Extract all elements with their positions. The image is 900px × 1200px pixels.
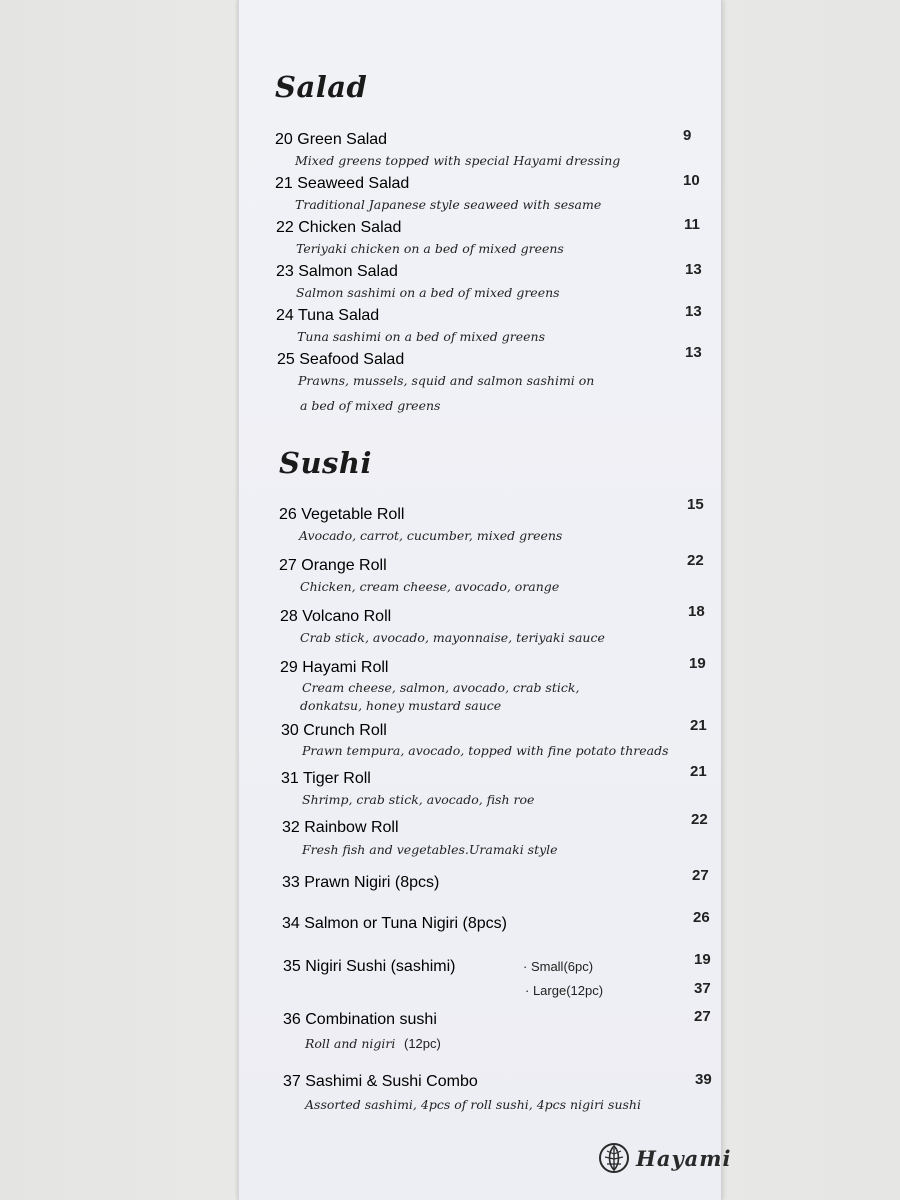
item-name: 32 Rainbow Roll [282,819,399,836]
item-name: 21 Seaweed Salad [275,175,410,192]
item-price: 13 [685,303,702,320]
item-price: 10 [683,172,700,189]
item-price: 39 [695,1071,712,1088]
hayami-logo [598,1140,731,1176]
item-price: 19 [689,655,706,672]
item-price: 11 [684,216,700,233]
item-description: Prawns, mussels, squid and salmon sashimi on [298,373,595,388]
item-name: 29 Hayami Roll [280,659,389,676]
item-name: 37 Sashimi & Sushi Combo [283,1073,478,1090]
item-piece-count: (12pc) [404,1036,441,1051]
item-price: 21 [690,763,707,780]
item-description: Tuna sashimi on a bed of mixed greens [297,329,546,344]
item-description: Shrimp, crab stick, avocado, fish roe [302,792,535,807]
item-description: Assorted sashimi, 4pcs of roll sushi, 4pcs nigiri sushi [305,1097,641,1112]
item-price: 13 [685,261,702,278]
item-price: 21 [690,717,707,734]
item-price: 15 [687,496,704,513]
item-description: Mixed greens topped with special Hayami dressing [295,153,621,168]
item-price: 19 [694,951,711,968]
item-name: 24 Tuna Salad [276,307,380,324]
item-description: Avocado, carrot, cucumber, mixed greens [299,528,563,543]
item-price-large: 37 [694,980,711,997]
item-description: Chicken, cream cheese, avocado, orange [300,579,560,594]
item-name: 33 Prawn Nigiri (8pcs) [282,874,440,891]
item-description: Teriyaki chicken on a bed of mixed greens [296,241,564,256]
item-price: 18 [688,603,705,620]
item-price: 26 [693,909,710,926]
item-description: Roll and nigiri [305,1036,396,1051]
item-price: 13 [685,344,702,361]
item-name: 34 Salmon or Tuna Nigiri (8pcs) [282,915,507,932]
sushi-heading: Sushi [279,446,372,480]
item-price: 9 [683,127,692,144]
item-description: Salmon sashimi on a bed of mixed greens [296,285,560,300]
item-price: 22 [687,552,704,569]
item-name: 28 Volcano Roll [280,608,392,625]
size-option-small: · Small(6pc) [523,959,594,974]
item-price: 27 [694,1008,711,1025]
item-description: Cream cheese, salmon, avocado, crab stick, [302,680,580,695]
leaf-emblem-icon [598,1142,630,1174]
item-description: Crab stick, avocado, mayonnaise, teriyaki sauce [300,630,605,645]
item-name: 30 Crunch Roll [281,722,387,739]
size-option-large: · Large(12pc) [525,983,604,998]
item-name: 20 Green Salad [275,131,388,148]
item-description: Traditional Japanese style seaweed with sesame [295,197,602,212]
item-name: 36 Combination sushi [283,1011,437,1028]
item-description-line2: a bed of mixed greens [300,398,441,413]
logo-text: Hayami [636,1145,732,1171]
item-description: Prawn tempura, avocado, topped with fine potato threads [302,743,669,758]
item-price: 27 [692,867,709,884]
item-name: 27 Orange Roll [279,557,387,574]
item-name: 22 Chicken Salad [276,219,402,236]
item-name: 25 Seafood Salad [277,351,405,368]
item-name: 23 Salmon Salad [276,263,398,280]
item-price: 22 [691,811,708,828]
item-name: 35 Nigiri Sushi (sashimi) [283,958,456,975]
salad-heading: Salad [275,70,368,104]
item-name: 26 Vegetable Roll [279,506,405,523]
item-description: Fresh fish and vegetables.Uramaki style [302,842,558,857]
item-description-line2: donkatsu, honey mustard sauce [300,698,502,713]
item-name: 31 Tiger Roll [281,770,371,787]
